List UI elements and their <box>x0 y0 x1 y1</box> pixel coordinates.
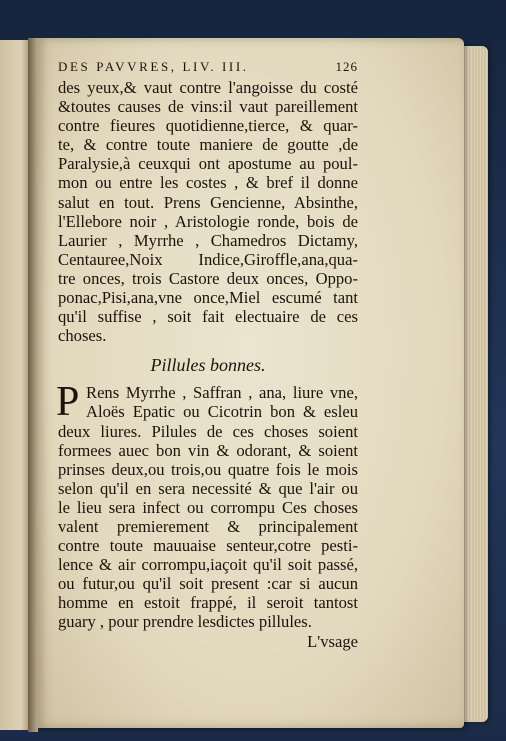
paragraph-2 <box>56 379 358 632</box>
text-line: ou futur,ou qu'il soit present :car si aucun <box>58 574 358 594</box>
paragraph-1 <box>58 78 358 345</box>
text-line: mon ou entre les costes , & bref il donne <box>58 173 358 193</box>
section-heading: Pillules bonnes. <box>150 355 266 376</box>
text-line: salut en tout. Prens Gencienne, Absinthe, <box>58 192 358 212</box>
text-line: contre fieures quotidienne,tierce, & quar- <box>58 116 358 136</box>
text-line: contre toute mauuaise senteur,cotre pesti- <box>58 536 358 556</box>
text-line: lence & air corrompu,iaçoit qu'il soit passé, <box>58 555 358 575</box>
catchword: L'vsage <box>307 631 358 651</box>
text-line: Centauree,Noix Indice,Giroffle,ana,qua- <box>58 249 358 269</box>
text-line: Rens Myrrhe , Saffran , ana, liure vne, <box>86 383 358 403</box>
text-line: guary , pour prendre lesdictes pillules. <box>58 612 312 632</box>
text-line: choses. <box>58 326 107 346</box>
page-number: 126 <box>335 59 358 74</box>
running-head-title: DES PAVVRES, LIV. III. <box>58 59 249 74</box>
running-head <box>58 56 358 78</box>
text-line: des yeux,& vaut contre l'angoisse du costé <box>58 78 358 97</box>
drop-cap: P <box>56 379 80 426</box>
text-line: ponac,Pisi,ana,vne once,Miel escumé tant <box>58 288 358 308</box>
text-line: valent premierement & principalement <box>58 516 358 536</box>
text-line: homme en estoit frappé, il seroit tantost <box>58 593 358 613</box>
text-line: &toutes causes de vins:il vaut pareillement <box>58 97 358 117</box>
facing-page-edge <box>0 40 31 730</box>
text-line: l'Ellebore noir , Aristologie ronde, bois de <box>58 211 358 231</box>
text-line: deux liures. Pilules de ces choses soient <box>58 421 358 441</box>
text-line: te, & contre toute maniere de goutte ,de <box>58 135 358 155</box>
text-line: selon qu'il en sera necessité & que l'air ou <box>58 478 358 498</box>
text-line: Laurier , Myrrhe , Chamedros Dictamy, <box>58 230 358 250</box>
text-line: qu'il suffise , soit fait electuaire de ces <box>58 307 358 327</box>
text-line: Paralysie,à ceuxqui ont apostume au poul- <box>58 154 358 174</box>
text-line: formees auec bon vin & odorant, & soient <box>58 440 358 460</box>
text-line: le lieu sera infect ou corrompu Ces choses <box>58 497 358 517</box>
text-line: prinses deux,ou trois,ou quatre fois le mois <box>58 459 358 479</box>
text-line: tre onces, trois Castore deux onces, Oppo- <box>58 268 358 288</box>
text-line: Aloës Epatic ou Cicotrin bon & esleu <box>86 402 358 422</box>
book-gutter <box>28 38 38 732</box>
page-text <box>58 56 358 651</box>
